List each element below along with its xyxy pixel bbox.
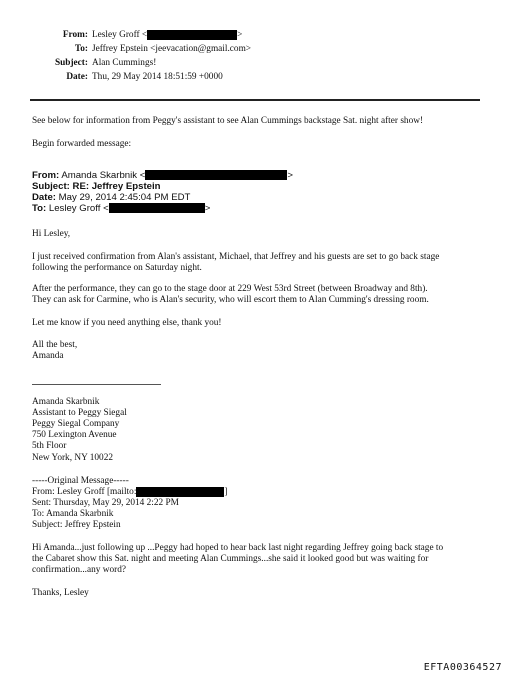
- begin-forwarded: Begin forwarded message:: [32, 139, 132, 149]
- to-label: To:: [74, 44, 88, 54]
- forwarded-header: [32, 170, 293, 214]
- original-marker: -----Original Message-----: [32, 476, 129, 486]
- fwd-date-value: May 29, 2014 2:45:04 PM EDT: [58, 192, 191, 203]
- sig-address1: 750 Lexington Avenue: [32, 430, 117, 440]
- original-signoff: Thanks, Lesley: [32, 588, 89, 598]
- date-label: Date:: [66, 72, 88, 82]
- original-to: To: Amanda Skarbnik: [32, 509, 114, 519]
- redacted-email: [145, 170, 287, 180]
- redacted-email: [136, 487, 224, 497]
- fwd-to-label: To:: [32, 203, 47, 214]
- closing-name: Amanda: [32, 351, 64, 361]
- original-body-line3: confirmation...any word?: [32, 565, 126, 575]
- original-body-line2: the Cabaret show this Sat. night and meeting Alan Cummings...she said it looked good but was waiting for: [32, 554, 429, 564]
- header-divider: [30, 99, 480, 101]
- para2-line1: After the performance, they can go to the stage door at 229 West 53rd Street (between Broadway and 8th).: [32, 284, 428, 294]
- from-value: [92, 30, 242, 41]
- signature-divider: [32, 384, 161, 385]
- fwd-to-value: Lesley Groff <: [48, 203, 109, 214]
- para2-line2: They can ask for Carmine, who is Alan's security, who will escort them to Alan Cumming's dressing room.: [32, 295, 429, 305]
- from-name: Lesley Groff <: [92, 30, 148, 41]
- original-body-line1: Hi Amanda...just following up ...Peggy had hoped to hear back last night regarding Jeffrey going back stage to: [32, 543, 444, 553]
- fwd-subject-line: [32, 181, 293, 192]
- to-value: Jeffrey Epstein <jeevacation@gmail.com>: [92, 44, 252, 54]
- fwd-from-value: Amanda Skarbnik <: [61, 170, 146, 181]
- original-from-text: From: Lesley Groff [mailto:: [32, 487, 137, 498]
- from-end: >: [237, 30, 243, 41]
- fwd-from-label: From:: [32, 170, 60, 181]
- closing: All the best,: [32, 340, 78, 350]
- sig-city: New York, NY 10022: [32, 453, 114, 463]
- fwd-date-label: Date:: [32, 192, 56, 203]
- fwd-subject-value: RE: Jeffrey Epstein: [72, 181, 161, 192]
- fwd-to-end: >: [204, 203, 211, 214]
- document-id: EFTA00364527: [423, 662, 502, 673]
- original-from: [32, 487, 480, 498]
- sig-address2: 5th Floor: [32, 441, 67, 451]
- original-subject: Subject: Jeffrey Epstein: [32, 520, 121, 530]
- fwd-from-end: >: [287, 170, 293, 181]
- from-label: From:: [62, 30, 88, 40]
- fwd-from-line: [32, 170, 293, 181]
- sig-company: Peggy Siegal Company: [32, 419, 120, 429]
- para3: Let me know if you need anything else, thank you!: [32, 318, 222, 328]
- redacted-email: [147, 30, 237, 40]
- subject-label: Subject:: [54, 58, 88, 68]
- redacted-email: [109, 203, 205, 213]
- greeting: Hi Lesley,: [32, 229, 71, 239]
- para1-line2: following the performance on Saturday night.: [32, 263, 202, 273]
- fwd-to-line: [32, 203, 293, 214]
- date-value: Thu, 29 May 2014 18:51:59 +0000: [92, 72, 223, 82]
- sig-name: Amanda Skarbnik: [32, 397, 100, 407]
- intro-text: See below for information from Peggy's assistant to see Alan Cummings backstage Sat. night after show!: [32, 116, 424, 126]
- fwd-subject-label: Subject:: [32, 181, 70, 192]
- original-from-end: ]: [224, 487, 228, 498]
- original-sent: Sent: Thursday, May 29, 2014 2:22 PM: [32, 498, 179, 508]
- fwd-date-line: [32, 192, 293, 203]
- para1-line1: I just received confirmation from Alan's assistant, Michael, that Jeffrey and his guests are set to go back stage: [32, 252, 440, 262]
- subject-value: Alan Cummings!: [92, 58, 157, 68]
- sig-title: Assistant to Peggy Siegal: [32, 408, 127, 418]
